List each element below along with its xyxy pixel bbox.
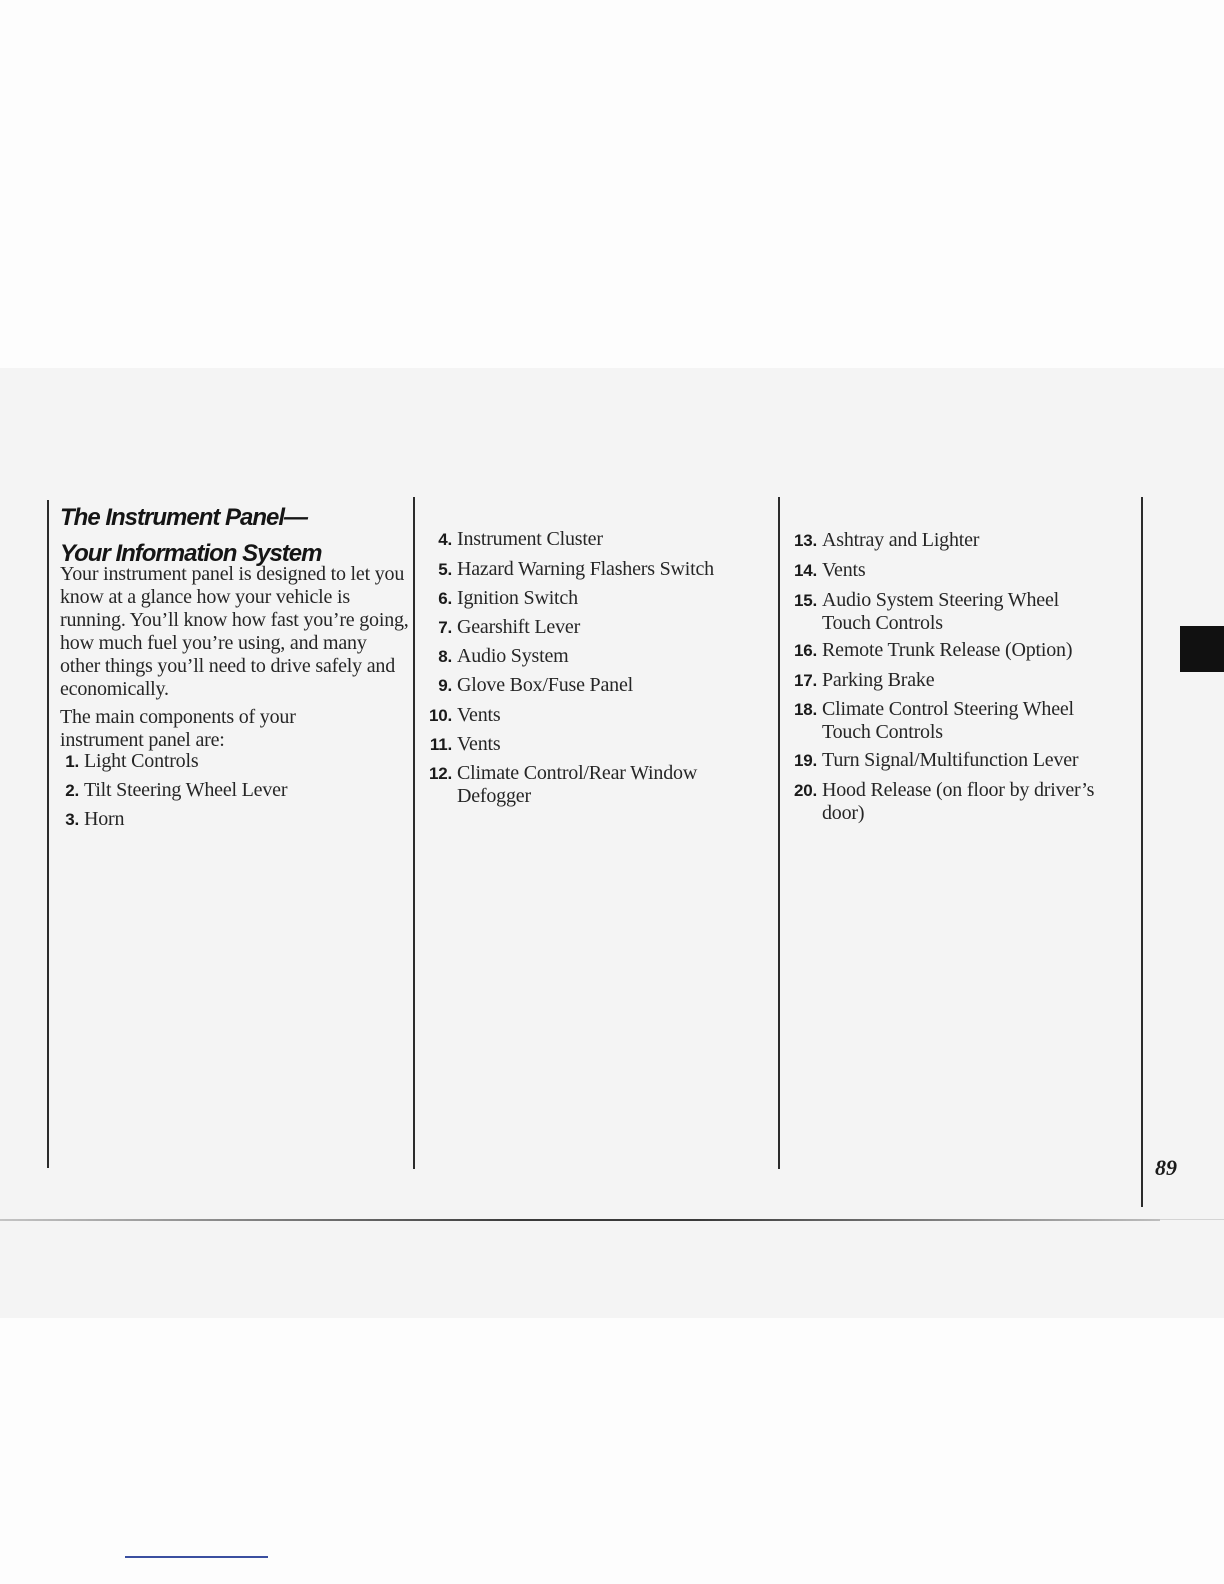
item-number: 10. bbox=[428, 706, 452, 725]
list-item bbox=[422, 704, 762, 727]
section-thumb-tab bbox=[1180, 626, 1224, 672]
item-label: Instrument Cluster bbox=[457, 528, 603, 550]
item-number: 8. bbox=[438, 647, 452, 666]
item-label: Vents bbox=[457, 733, 501, 755]
item-label: Light Controls bbox=[84, 750, 199, 772]
list-item bbox=[786, 779, 1116, 825]
intro-paragraph: Your instrument panel is designed to let you know at a glance how your vehicle is running. You’ll know how fast you’re going, how much fuel you’re using, and many other things you’ll need to drive safely and economically. bbox=[60, 563, 409, 700]
list-item bbox=[786, 529, 1126, 552]
item-number: 4. bbox=[438, 530, 452, 549]
item-label: Tilt Steering Wheel Lever bbox=[84, 779, 288, 801]
item-number: 2. bbox=[65, 781, 79, 800]
item-number: 6. bbox=[438, 589, 452, 608]
column-rule-left bbox=[47, 500, 49, 1168]
item-number: 15. bbox=[793, 591, 817, 610]
item-label: Climate Control/Rear Window Defogger bbox=[457, 762, 698, 807]
item-number: 3. bbox=[65, 810, 79, 829]
column-rule-edge bbox=[1141, 497, 1143, 1207]
item-number: 16. bbox=[793, 641, 817, 660]
item-number: 11. bbox=[429, 735, 452, 754]
section-title-line1: The Instrument Panel— bbox=[60, 504, 308, 531]
column-rule-middle bbox=[413, 497, 415, 1169]
item-label: Ashtray and Lighter bbox=[822, 529, 980, 551]
item-number: 13. bbox=[793, 531, 817, 550]
item-label: Remote Trunk Release (Option) bbox=[822, 639, 1073, 661]
item-label: Turn Signal/Multifunction Lever bbox=[822, 749, 1079, 771]
item-label: Glove Box/Fuse Panel bbox=[457, 674, 633, 696]
item-number: 14. bbox=[793, 561, 817, 580]
item-label: Audio System Steering Wheel Touch Controls bbox=[822, 589, 1059, 634]
item-number: 19. bbox=[793, 751, 817, 770]
footer-link-underline bbox=[125, 1556, 268, 1558]
item-number: 20. bbox=[793, 781, 817, 800]
list-item bbox=[60, 808, 400, 831]
list-item bbox=[422, 558, 762, 581]
footer-rule bbox=[0, 1219, 1160, 1221]
item-label: Audio System bbox=[457, 645, 569, 667]
item-number: 5. bbox=[438, 560, 452, 579]
item-number: 9. bbox=[438, 676, 452, 695]
list-item bbox=[786, 749, 1126, 772]
list-item bbox=[60, 750, 400, 773]
page-number: 89 bbox=[1155, 1155, 1177, 1180]
item-label: Gearshift Lever bbox=[457, 616, 581, 638]
item-label: Vents bbox=[457, 704, 501, 726]
list-item bbox=[422, 528, 762, 551]
item-number: 18. bbox=[793, 700, 817, 719]
list-item bbox=[422, 587, 762, 610]
item-label: Hazard Warning Flashers Switch bbox=[457, 558, 714, 580]
item-label: Parking Brake bbox=[822, 669, 935, 691]
item-label: Vents bbox=[822, 559, 866, 581]
item-label: Horn bbox=[84, 808, 125, 830]
list-item bbox=[60, 779, 400, 802]
list-item bbox=[786, 698, 1096, 744]
components-intro: The main components of your instrument panel are: bbox=[60, 706, 296, 751]
item-number: 1. bbox=[65, 752, 79, 771]
list-item bbox=[422, 674, 762, 697]
section-title-line2: Your Information System bbox=[60, 540, 322, 567]
column-rule-right bbox=[778, 497, 780, 1169]
item-label: Hood Release (on floor by driver’s door) bbox=[822, 779, 1095, 824]
item-number: 12. bbox=[428, 764, 452, 783]
list-item bbox=[786, 639, 1126, 662]
footer-rule-tail bbox=[1160, 1219, 1224, 1220]
item-number: 17. bbox=[793, 671, 817, 690]
list-item bbox=[422, 762, 712, 808]
list-item bbox=[786, 669, 1126, 692]
item-label: Climate Control Steering Wheel Touch Controls bbox=[822, 698, 1074, 743]
item-label: Ignition Switch bbox=[457, 587, 578, 609]
list-item bbox=[786, 589, 1086, 635]
item-number: 7. bbox=[438, 618, 452, 637]
section-title bbox=[60, 500, 321, 572]
list-item bbox=[422, 616, 762, 639]
list-item bbox=[422, 733, 762, 756]
list-item bbox=[786, 559, 1126, 582]
list-item bbox=[422, 645, 762, 668]
